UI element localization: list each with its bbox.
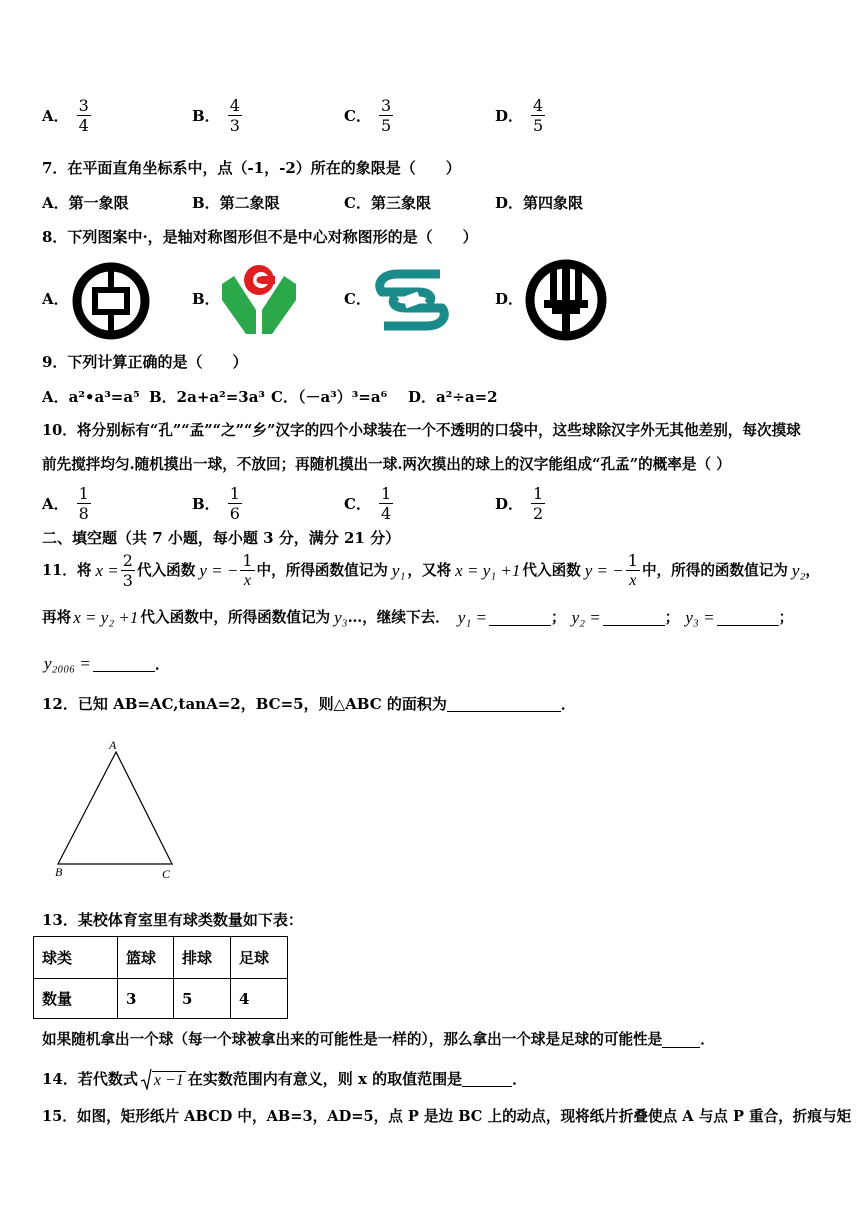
numerator: 4 — [533, 96, 544, 115]
denominator: 4 — [380, 504, 392, 523]
math-expr: y = − — [199, 560, 239, 580]
q11-text: ，又将 — [407, 561, 452, 579]
q9-option-c: C．（－a³）³=a⁶ — [271, 388, 388, 406]
triangle-abc-diagram — [50, 736, 186, 882]
denominator: 6 — [229, 504, 240, 523]
q6-option-a — [42, 96, 91, 135]
q11-line2 — [42, 608, 793, 628]
math-expr: y₃ — [334, 608, 348, 627]
sqrt-expression — [140, 1068, 186, 1090]
q12-text: ． — [560, 695, 576, 713]
q13-question — [42, 1030, 715, 1050]
fraction — [240, 551, 254, 590]
q8-letter-c: C． — [344, 290, 371, 308]
numerator: 1 — [533, 484, 544, 503]
table-cell: 5 — [174, 979, 231, 1019]
table-header-row — [34, 937, 288, 979]
q11-text: 代入函数中，所得函数值记为 — [140, 609, 331, 626]
q14-text: ． — [512, 1070, 528, 1088]
q13-stem: 13．某校体育室里有球类数量如下表： — [42, 911, 303, 929]
q9-option-b: B．2a+a²=3a³ — [149, 388, 265, 406]
coin-logo-icon — [68, 258, 154, 344]
q11-text: ， — [805, 561, 820, 579]
ball-count-table — [33, 936, 288, 1019]
table-cell: 3 — [118, 979, 174, 1019]
denominator: 4 — [78, 116, 89, 135]
numerator: 1 — [229, 484, 240, 503]
q11-text: 再将 — [42, 609, 72, 626]
q11-text: 代入函数 — [522, 561, 581, 579]
q11-text: …，继续下去． — [347, 609, 450, 626]
math-expr: y₁ = — [457, 608, 487, 627]
q7-option-c: C．第三象限 — [344, 194, 431, 212]
option-letter: D． — [495, 495, 524, 513]
answer-blank-q13[interactable] — [662, 1033, 700, 1048]
q11-text: 中，所得函数值记为 — [256, 561, 388, 579]
math-expr: x = — [95, 560, 119, 580]
q11-line1 — [42, 551, 820, 590]
option-letter: A． — [42, 107, 69, 125]
table-cell: 球类 — [34, 937, 118, 979]
q10-option-c — [344, 484, 393, 523]
vertex-label-c: C — [162, 867, 171, 881]
denominator: x — [243, 572, 251, 589]
q9-stem: 9．下列计算正确的是（ ） — [42, 353, 248, 371]
q7-stem: 7．在平面直角坐标系中，点（-1，-2）所在的象限是（ ） — [42, 159, 461, 177]
math-expr: y₂ — [791, 560, 806, 580]
q13-text: ． — [700, 1031, 715, 1048]
q9-option-d: D．a²÷a=2 — [408, 388, 498, 406]
numerator: 4 — [229, 96, 240, 115]
math-expr: y₁ — [391, 560, 406, 580]
math-expr: x = y₁ +1 — [455, 560, 521, 580]
numerator: 3 — [380, 96, 392, 115]
option-letter: B． — [192, 107, 220, 125]
answer-blank-y1[interactable] — [489, 611, 551, 626]
q6-option-b — [192, 96, 242, 135]
q13-text: 如果随机拿出一个球（每一个球被拿出来的可能性是一样的），那么拿出一个球是足球的可能性是 — [42, 1031, 663, 1048]
separator: ； — [550, 609, 566, 626]
q11-text: ． — [154, 655, 170, 673]
option-letter: D． — [495, 107, 524, 125]
denominator: 5 — [533, 116, 544, 135]
q12-stem — [42, 694, 576, 714]
answer-blank-q12[interactable] — [447, 697, 561, 712]
option-letter: B． — [192, 495, 220, 513]
fraction — [531, 484, 545, 523]
math-expr: y₂ = — [571, 608, 601, 627]
q8-letter-a: A． — [42, 290, 69, 308]
fraction — [77, 96, 91, 135]
q8-letter-d: D． — [495, 290, 524, 308]
answer-blank-q14[interactable] — [462, 1072, 512, 1087]
q8-stem: 8．下列图案中·，是轴对称图形但不是中心对称图形的是（ ） — [42, 228, 478, 246]
bank-of-china-style-logo-icon — [522, 256, 610, 344]
q7-option-a: A．第一象限 — [42, 194, 129, 212]
answer-blank-y2006[interactable] — [93, 657, 155, 672]
agricultural-bank-logo-icon — [218, 262, 300, 336]
section-2-title: 二、填空题（共 7 小题，每小题 3 分，满分 21 分） — [42, 529, 401, 547]
q10-stem-line2: 前先搅拌均匀.随机摸出一球，不放回；再随机摸出一球.两次摸出的球上的汉字能组成“孔孟”的概率是（ ） — [42, 456, 731, 473]
vertex-label-a: A — [109, 738, 117, 752]
math-expr: y₂₀₀₆ = — [44, 654, 91, 673]
numerator: 2 — [122, 551, 133, 570]
option-letter: A． — [42, 495, 69, 513]
table-cell: 数量 — [34, 979, 118, 1019]
denominator: 8 — [78, 504, 89, 523]
math-expr: x = y₂ +1 — [73, 608, 139, 627]
numerator: 1 — [242, 551, 253, 570]
fraction — [121, 551, 135, 590]
fraction — [379, 96, 393, 135]
q12-text: 12．已知 AB=AC,tanA=2，BC=5，则△ABC 的面积为 — [42, 695, 447, 713]
table-cell: 4 — [231, 979, 288, 1019]
s-shape-logo-icon — [370, 264, 454, 336]
answer-blank-y2[interactable] — [603, 611, 665, 626]
fraction — [626, 551, 640, 590]
denominator: 5 — [380, 116, 392, 135]
answer-blank-y3[interactable] — [717, 611, 779, 626]
denominator: x — [629, 572, 637, 589]
q11-line3 — [44, 654, 170, 674]
math-expr: y₃ = — [685, 608, 715, 627]
table-cell: 篮球 — [118, 937, 174, 979]
numerator: 1 — [380, 484, 392, 503]
numerator: 1 — [78, 484, 89, 503]
option-letter: C． — [344, 495, 371, 513]
q7-option-d: D．第四象限 — [495, 194, 584, 212]
vertex-label-b: B — [55, 865, 63, 879]
q11-text: 代入函数 — [136, 561, 196, 579]
q7-option-b: B．第二象限 — [192, 194, 280, 212]
q10-stem-line1: 10．将分别标有“孔”“孟”“之”“乡”汉字的四个小球装在一个不透明的口袋中，这些球除汉字外无其他差别，每次摸球 — [42, 422, 801, 439]
sqrt-sign-icon — [140, 1068, 152, 1090]
q11-text: 中，所得的函数值记为 — [641, 561, 788, 579]
table-row — [34, 979, 288, 1019]
q9-option-a: A．a²•a³=a⁵ — [42, 388, 140, 406]
denominator: 3 — [122, 571, 133, 590]
q15-stem: 15．如图，矩形纸片 ABCD 中，AB=3，AD=5，点 P 是边 BC 上的动点，现将纸片折叠使点 A 与点 P 重合，折痕与矩 — [42, 1108, 852, 1125]
math-expr: y = − — [584, 560, 624, 580]
q10-option-d — [495, 484, 545, 523]
fraction — [531, 96, 545, 135]
separator: ； — [778, 609, 794, 626]
numerator: 3 — [78, 96, 89, 115]
fraction — [379, 484, 393, 523]
sqrt-content: x −1 — [153, 1072, 184, 1089]
denominator: 2 — [533, 504, 544, 523]
fraction — [228, 484, 242, 523]
q8-letter-b: B． — [192, 290, 220, 308]
table-cell: 足球 — [231, 937, 288, 979]
table-cell: 排球 — [174, 937, 231, 979]
q11-text: 11．将 — [42, 561, 92, 579]
q6-option-c — [344, 96, 393, 135]
numerator: 1 — [627, 551, 638, 570]
q6-option-d — [495, 96, 545, 135]
q14-text: 在实数范围内有意义，则 x 的取值范围是 — [187, 1070, 463, 1088]
option-letter: C． — [344, 107, 371, 125]
denominator: 3 — [229, 116, 240, 135]
q14-stem — [42, 1068, 527, 1090]
q14-text: 14．若代数式 — [42, 1070, 138, 1088]
q10-option-b — [192, 484, 242, 523]
q10-option-a — [42, 484, 91, 523]
fraction — [77, 484, 91, 523]
fraction — [228, 96, 242, 135]
separator: ； — [664, 609, 680, 626]
